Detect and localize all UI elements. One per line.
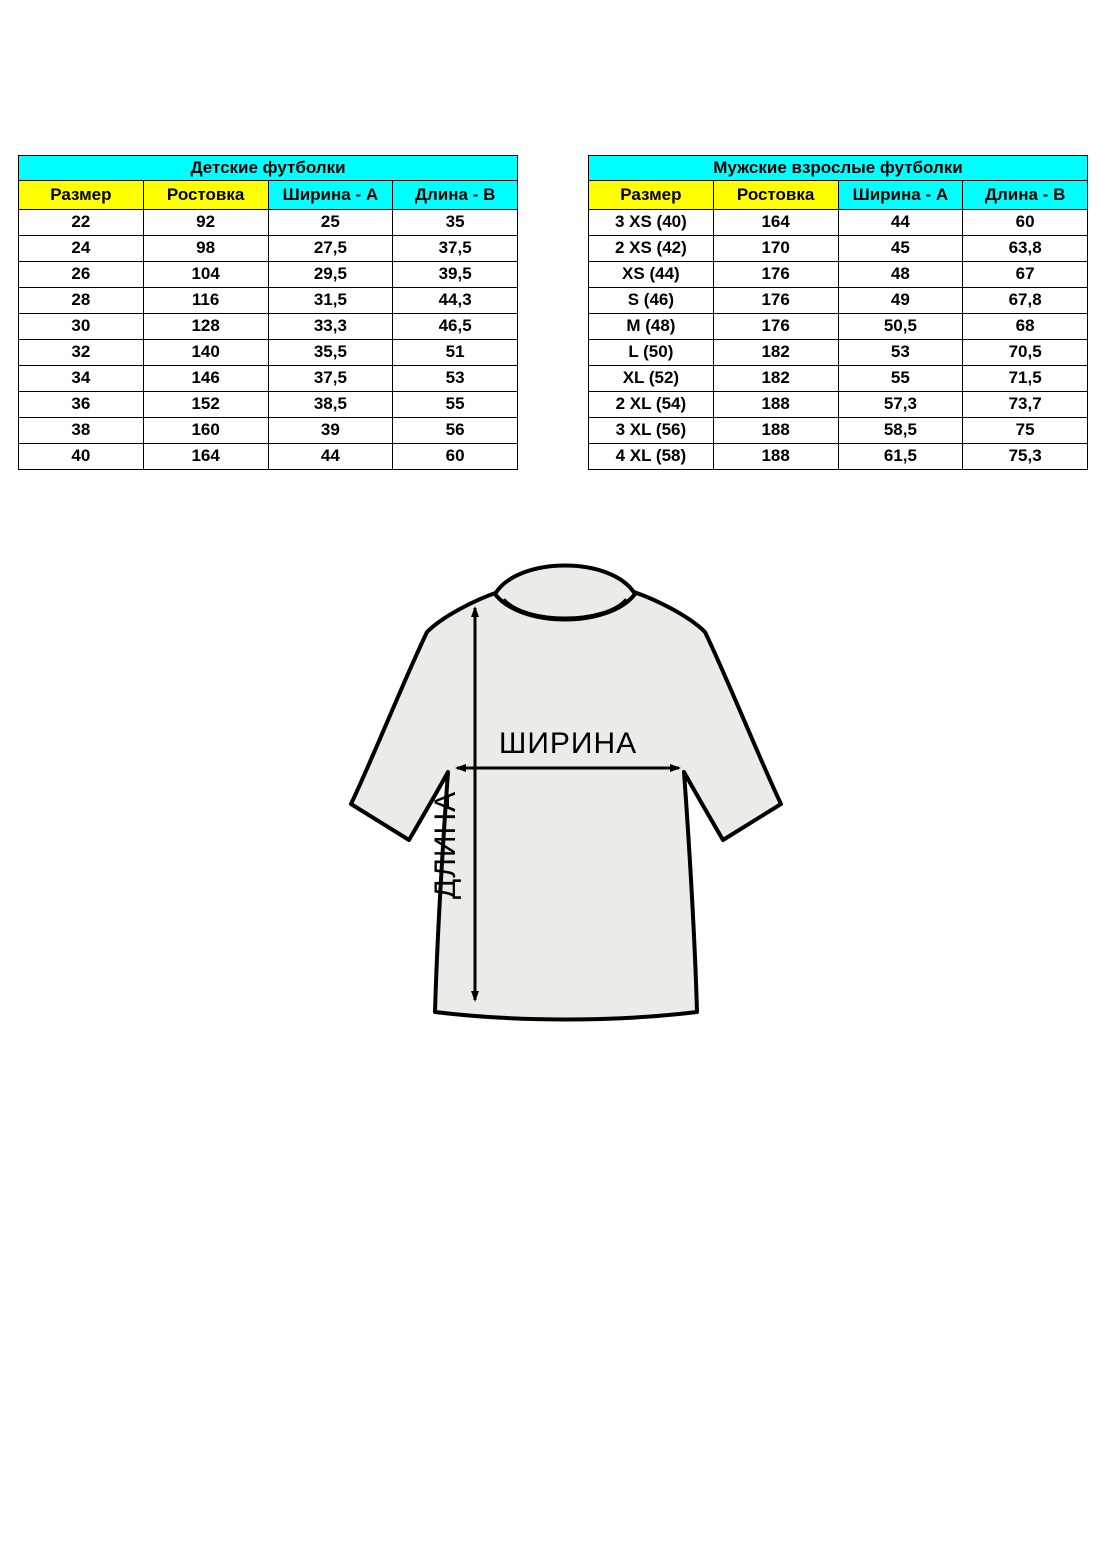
mens-table-cell: 73,7 [963, 392, 1088, 418]
length-label: ДЛИНА [429, 790, 462, 900]
kids-table-cell: 37,5 [393, 236, 518, 262]
mens-table-cell: 176 [713, 262, 838, 288]
kids-table-row [19, 288, 518, 314]
kids-table-cell: 38,5 [268, 392, 393, 418]
kids-table-cell: 31,5 [268, 288, 393, 314]
mens-column-header: Ширина - А [838, 181, 963, 210]
mens-table-title-row [589, 156, 1088, 181]
kids-table-cell: 39,5 [393, 262, 518, 288]
kids-table-cell: 25 [268, 210, 393, 236]
mens-table-cell: 48 [838, 262, 963, 288]
mens-table-cell: 3 XS (40) [589, 210, 714, 236]
mens-table-cell: 67,8 [963, 288, 1088, 314]
kids-table-row [19, 366, 518, 392]
kids-column-header: Размер [19, 181, 144, 210]
kids-table-cell: 24 [19, 236, 144, 262]
mens-table-cell: L (50) [589, 340, 714, 366]
tshirt-outline-shape [351, 592, 781, 1020]
kids-table-cell: 30 [19, 314, 144, 340]
mens-table-row [589, 366, 1088, 392]
kids-table-cell: 34 [19, 366, 144, 392]
kids-table-cell: 39 [268, 418, 393, 444]
mens-table-cell: 182 [713, 366, 838, 392]
kids-table-cell: 26 [19, 262, 144, 288]
mens-table-cell: 164 [713, 210, 838, 236]
kids-header-row [19, 181, 518, 210]
mens-table-row [589, 210, 1088, 236]
kids-table-cell: 55 [393, 392, 518, 418]
mens-table-cell: M (48) [589, 314, 714, 340]
mens-table-cell: 68 [963, 314, 1088, 340]
mens-column-header: Размер [589, 181, 714, 210]
mens-table-cell: 170 [713, 236, 838, 262]
kids-table-cell: 46,5 [393, 314, 518, 340]
mens-table-cell: 75,3 [963, 444, 1088, 470]
kids-table-row [19, 262, 518, 288]
mens-table-cell: 70,5 [963, 340, 1088, 366]
kids-table-row [19, 314, 518, 340]
kids-table-cell: 92 [143, 210, 268, 236]
mens-size-table [588, 155, 1088, 470]
kids-table-cell: 56 [393, 418, 518, 444]
kids-table-cell: 32 [19, 340, 144, 366]
kids-table-cell: 33,3 [268, 314, 393, 340]
kids-table-row [19, 210, 518, 236]
kids-table-cell: 116 [143, 288, 268, 314]
kids-column-header: Ширина - А [268, 181, 393, 210]
mens-table-cell: 63,8 [963, 236, 1088, 262]
mens-column-header: Длина - В [963, 181, 1088, 210]
kids-table-cell: 22 [19, 210, 144, 236]
kids-table-cell: 37,5 [268, 366, 393, 392]
mens-table-cell: 61,5 [838, 444, 963, 470]
kids-table-title: Детские футболки [19, 156, 518, 181]
mens-table-row [589, 236, 1088, 262]
mens-table-cell: XS (44) [589, 262, 714, 288]
mens-table-cell: 2 XS (42) [589, 236, 714, 262]
kids-table-row [19, 236, 518, 262]
mens-table-cell: 53 [838, 340, 963, 366]
kids-table-cell: 164 [143, 444, 268, 470]
mens-table-cell: 45 [838, 236, 963, 262]
mens-table-cell: 58,5 [838, 418, 963, 444]
mens-table-cell: 188 [713, 418, 838, 444]
mens-table-cell: 57,3 [838, 392, 963, 418]
kids-table-cell: 160 [143, 418, 268, 444]
mens-table-row [589, 340, 1088, 366]
kids-size-table [18, 155, 518, 470]
kids-table-cell: 140 [143, 340, 268, 366]
mens-table-cell: 188 [713, 444, 838, 470]
kids-table-row [19, 418, 518, 444]
mens-table-cell: S (46) [589, 288, 714, 314]
mens-table-cell: 71,5 [963, 366, 1088, 392]
mens-table-row [589, 262, 1088, 288]
tshirt-diagram [285, 540, 865, 1070]
kids-table-cell: 53 [393, 366, 518, 392]
kids-table-cell: 40 [19, 444, 144, 470]
kids-table-title-row [19, 156, 518, 181]
kids-table-cell: 44,3 [393, 288, 518, 314]
mens-table-cell: 49 [838, 288, 963, 314]
kids-table-row [19, 392, 518, 418]
kids-table-cell: 152 [143, 392, 268, 418]
mens-table-cell: 44 [838, 210, 963, 236]
mens-table-cell: 4 XL (58) [589, 444, 714, 470]
mens-table-cell: 75 [963, 418, 1088, 444]
kids-table-cell: 38 [19, 418, 144, 444]
kids-table-cell: 44 [268, 444, 393, 470]
mens-table-cell: XL (52) [589, 366, 714, 392]
mens-table-cell: 182 [713, 340, 838, 366]
mens-table-cell: 2 XL (54) [589, 392, 714, 418]
kids-table-row [19, 340, 518, 366]
kids-table-cell: 51 [393, 340, 518, 366]
kids-table-cell: 29,5 [268, 262, 393, 288]
mens-table-row [589, 418, 1088, 444]
width-label: ШИРИНА [498, 727, 638, 760]
kids-table-cell: 128 [143, 314, 268, 340]
mens-table-cell: 55 [838, 366, 963, 392]
mens-table-cell: 188 [713, 392, 838, 418]
kids-table-cell: 35 [393, 210, 518, 236]
mens-table-cell: 67 [963, 262, 1088, 288]
mens-table-row [589, 314, 1088, 340]
mens-table-cell: 50,5 [838, 314, 963, 340]
mens-table-cell: 3 XL (56) [589, 418, 714, 444]
mens-table-row [589, 288, 1088, 314]
kids-table-cell: 146 [143, 366, 268, 392]
kids-table-cell: 27,5 [268, 236, 393, 262]
mens-table-row [589, 444, 1088, 470]
tshirt-diagram-svg [285, 540, 865, 1070]
kids-table-cell: 36 [19, 392, 144, 418]
mens-table-cell: 176 [713, 288, 838, 314]
kids-table-cell: 28 [19, 288, 144, 314]
kids-table-cell: 35,5 [268, 340, 393, 366]
mens-table-title: Мужские взрослые футболки [589, 156, 1088, 181]
kids-table-row [19, 444, 518, 470]
mens-table-cell: 176 [713, 314, 838, 340]
mens-column-header: Ростовка [713, 181, 838, 210]
mens-header-row [589, 181, 1088, 210]
kids-table-cell: 98 [143, 236, 268, 262]
kids-column-header: Длина - В [393, 181, 518, 210]
mens-table-cell: 60 [963, 210, 1088, 236]
kids-table-cell: 60 [393, 444, 518, 470]
kids-table-cell: 104 [143, 262, 268, 288]
kids-column-header: Ростовка [143, 181, 268, 210]
tshirt-collar-shape [495, 566, 635, 620]
mens-table-row [589, 392, 1088, 418]
